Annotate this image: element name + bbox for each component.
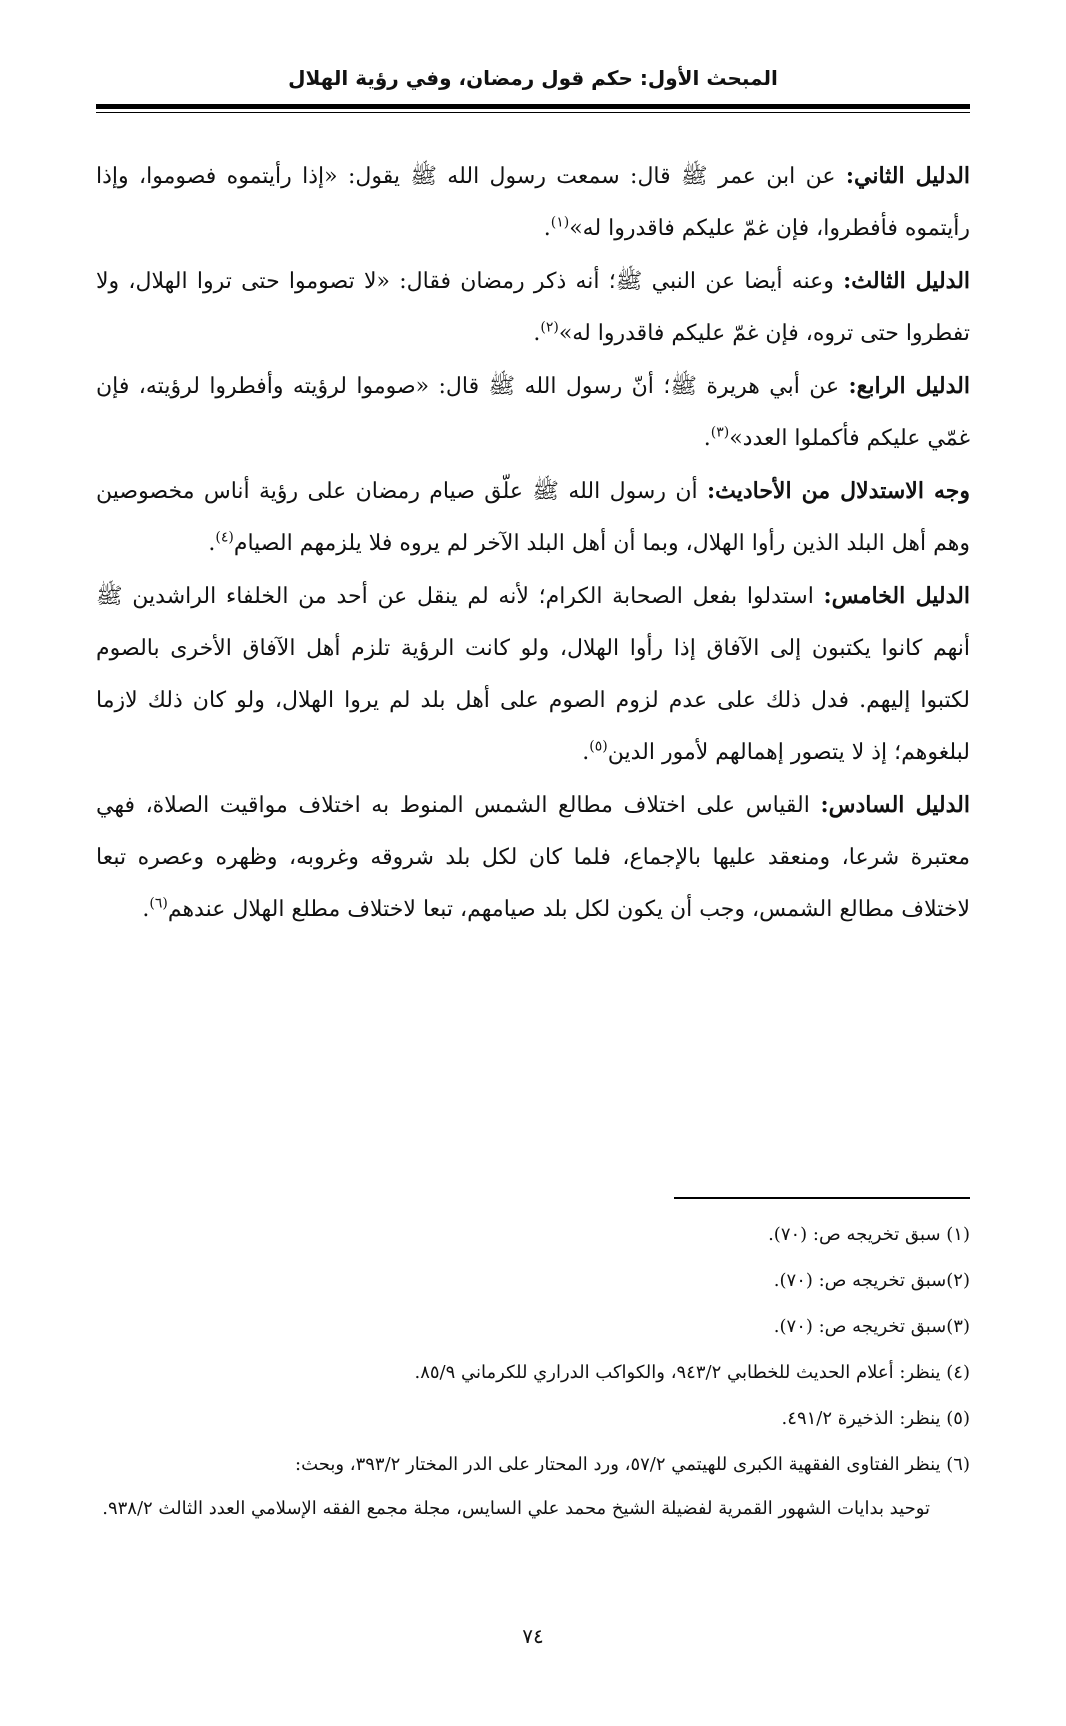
paragraph-end: . [582, 740, 590, 765]
footnote-number: (٤) [946, 1362, 970, 1383]
paragraph-end: . [208, 531, 216, 556]
footnote-ref[interactable]: (٤) [215, 529, 234, 546]
running-header: المبحث الأول: حكم قول رمضان، وفي رؤية الهلال [288, 66, 778, 90]
footnote-ref[interactable]: (٢) [540, 319, 559, 336]
paragraph-heading: الدليل الرابع: [848, 373, 970, 399]
paragraph-body: أن رسول الله ﷺ علّق صيام رمضان على رؤية أناس مخصوصين وهم أهل البلد الذين رأوا الهلال، وبما أن أهل البلد الآخر لم يروه فلا يلزمهم الصيام [96, 479, 970, 556]
footnote-number: (٣) [946, 1316, 970, 1337]
paragraph-body: استدلوا بفعل الصحابة الكرام؛ لأنه لم ينقل عن أحد من الخلفاء الراشدين ﷺ أنهم كانوا يكتبون إلى الآفاق إذا رأوا الهلال، ولو كانت الرؤية تلزم أهل الآفاق الأخرى بالصوم لكتبوا إليهم. فدل ذلك على عدم لزوم الصوم على أهل بلد لم يروا الهلال، ولو كان ذلك لازما لبلغوهم؛ إذ لا يتصور إهمالهم لأمور الدين [96, 584, 970, 765]
footnote-ref[interactable]: (١) [550, 214, 570, 231]
paragraph-end: . [543, 216, 551, 241]
body-text [96, 150, 970, 936]
footnote-number: (٢) [946, 1270, 970, 1291]
footnote-text: سبق تخريجه ص: (٧٠). [768, 1224, 947, 1245]
paragraph-inference [96, 465, 970, 570]
paragraph-evidence-2 [96, 150, 970, 255]
footnote-text: ينظر: أعلام الحديث للخطابي ٩٤٣/٢، والكواكب الدراري للكرماني ٨٥/٩. [414, 1362, 947, 1383]
paragraph-heading: وجه الاستدلال من الأحاديث: [706, 478, 970, 504]
footnote-4 [96, 1350, 970, 1396]
footnote-ref[interactable]: (٦) [149, 895, 168, 912]
footnote-text: سبق تخريجه ص: (٧٠). [773, 1270, 947, 1291]
paragraph-evidence-6 [96, 779, 970, 936]
paragraph-body: عن أبي هريرة ﷺ؛ أنّ رسول الله ﷺ قال: «صوموا لرؤيته وأفطروا لرؤيته، فإن غمّي عليكم فأكملوا العدد» [96, 374, 970, 451]
paragraph-end: . [703, 426, 711, 451]
paragraph-body: وعنه أيضا عن النبي ﷺ؛ أنه ذكر رمضان فقال: «لا تصوموا حتى تروا الهلال، ولا تفطروا حتى تروه، فإن غمّ عليكم فاقدروا له» [96, 269, 970, 346]
footnote-ref[interactable]: (٥) [589, 738, 608, 755]
paragraph-body: عن ابن عمر ﷺ قال: سمعت رسول الله ﷺ يقول: «إذا رأيتموه فصوموا، وإذا رأيتموه فأفطروا، فإن غمّ عليكم فاقدروا له» [96, 164, 970, 241]
footnote-6-continuation: توحيد بدايات الشهور القمرية لفضيلة الشيخ محمد علي السايس، مجلة مجمع الفقه الإسلامي العدد الثالث ٩٣٨/٢. [102, 1498, 930, 1519]
footnote-6 [96, 1442, 970, 1488]
paragraph-end: . [533, 321, 541, 346]
header-rule-thin [96, 112, 970, 113]
paragraph-evidence-3 [96, 255, 970, 360]
footnote-1 [96, 1212, 970, 1258]
paragraph-heading: الدليل الثاني: [845, 163, 970, 189]
paragraph-evidence-5 [96, 570, 970, 779]
header-rule [96, 104, 970, 109]
footnote-text: ينظر الفتاوى الفقهية الكبرى للهيتمي ٥٧/٢، ورد المحتار على الدر المختار ٣٩٣/٢، وبحث: [295, 1454, 947, 1475]
paragraph-heading: الدليل الثالث: [843, 268, 971, 294]
footnote-number: (٥) [946, 1408, 970, 1429]
paragraph-evidence-4 [96, 360, 970, 465]
paragraph-heading: الدليل السادس: [820, 792, 970, 818]
paragraph-body: القياس على اختلاف مطالع الشمس المنوط به اختلاف مواقيت الصلاة، فهي معتبرة شرعا، ومنعقد عليها بالإجماع، فلما كان لكل بلد شروقه وغروبه، وظهره وعصره تبعا لاختلاف مطالع الشمس، وجب أن يكون لكل بلد صيامهم، تبعا لاختلاف مطلع الهلال عندهم [96, 793, 970, 922]
footnote-separator [674, 1197, 970, 1199]
footnote-text: سبق تخريجه ص: (٧٠). [773, 1316, 947, 1337]
footnotes [96, 1212, 970, 1530]
footnote-ref[interactable]: (٣) [710, 424, 730, 441]
paragraph-heading: الدليل الخامس: [823, 583, 970, 609]
footnote-3 [96, 1304, 970, 1350]
footnote-number: (٦) [946, 1454, 970, 1475]
footnote-text: ينظر: الذخيرة ٤٩١/٢. [781, 1408, 947, 1429]
footnote-5 [96, 1396, 970, 1442]
footnote-2 [96, 1258, 970, 1304]
footnote-number: (١) [946, 1224, 970, 1245]
page-number: ٧٤ [522, 1624, 544, 1648]
paragraph-end: . [142, 897, 150, 922]
